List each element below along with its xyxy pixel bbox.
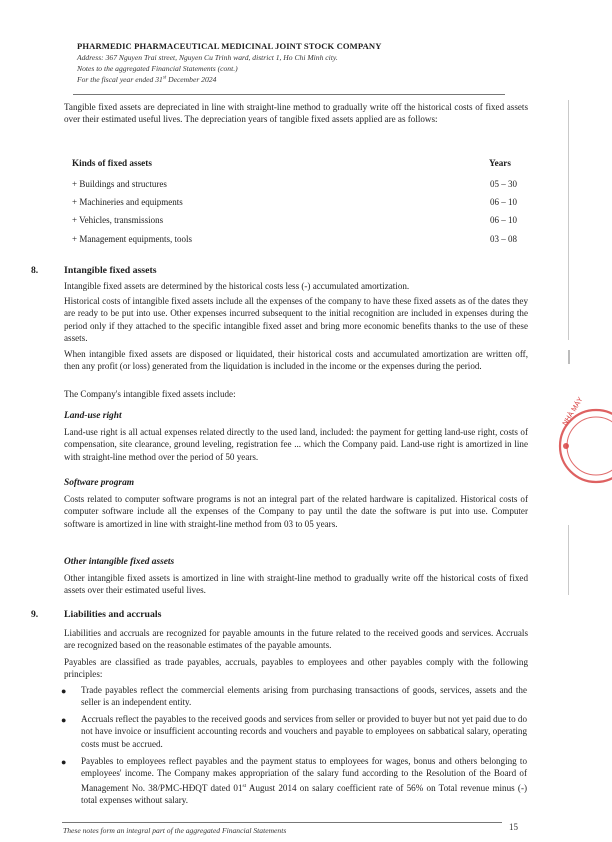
table-row-years: 03 – 08 xyxy=(490,234,517,244)
table-row-years: 06 – 10 xyxy=(490,197,517,207)
land-use-title: Land-use right xyxy=(64,411,122,421)
table-row-years: 05 – 30 xyxy=(490,179,517,189)
table-row-kind: + Management equipments, tools xyxy=(72,234,193,244)
bullet-dot-icon: ● xyxy=(61,757,67,767)
table-header-kind: Kinds of fixed assets xyxy=(72,158,152,168)
other-assets-paragraph: Other intangible fixed assets is amortized in line with straight-line method to gradually write off the historical costs of fixed assets over their estimated useful lives. xyxy=(64,573,528,596)
scan-edge-line xyxy=(568,525,569,595)
table-row-kind: + Vehicles, transmissions xyxy=(72,215,164,225)
bullet-item: Trade payables reflect the commercial elements arising from purchasing transactions of goods, services, assets and the seller is an independent entity. xyxy=(81,685,527,708)
software-title: Software program xyxy=(64,478,135,488)
page-number: 15 xyxy=(509,822,518,832)
bullet-item: Payables to employees reflect payables and the payment status to employees for wages, bonus and others belonging to employees' income. The Company makes appropriation of the salary fund according to the Resolution of the Board of Management No. 38/PMC-HĐQT dated 01st August 2014 on salary coefficient rate of 56% on Total revenue minus (-) total expenses without salary. xyxy=(81,756,527,806)
company-stamp-icon xyxy=(552,396,602,488)
notes-subtitle: Notes to the aggregated Financial Statements (cont.) xyxy=(77,64,238,73)
scan-edge-line xyxy=(568,350,570,364)
section-8-title: Intangible fixed assets xyxy=(64,265,157,276)
table-row-years: 06 – 10 xyxy=(490,215,517,225)
section-8-paragraph: Historical costs of intangible fixed assets include all the expenses of the company to have these fixed assets as of the dates they are ready to be put into use. Other expenses incurred subsequent to the initial recognition are included in expenses during the period only if they attached to the specific intangible fixed asset and bring more economic benefits thanks to the use of these assets. xyxy=(64,296,528,344)
table-header-years: Years xyxy=(489,158,511,168)
stamp-text: NHÀ MÁY xyxy=(561,396,585,428)
bullet-item: Accruals reflect the payables to the received goods and services from seller or provided to buyer but not yet paid due to do not have invoice or insufficient accounting records and vouchers and payable to employees on sabbatical salary, operating costs must be accrued. xyxy=(81,714,527,749)
footer-divider xyxy=(62,822,502,823)
bullet-dot-icon: ● xyxy=(61,715,67,725)
bullet-dot-icon: ● xyxy=(61,686,67,696)
table-row-kind: + Machineries and equipments xyxy=(72,197,183,207)
section-9-paragraph: Liabilities and accruals are recognized for payable amounts in the future related to the received goods and services. Accruals are recognized based on the reasonable estimates of the payable amounts. xyxy=(64,628,528,651)
other-assets-title: Other intangible fixed assets xyxy=(64,557,175,567)
section-8-paragraph: Intangible fixed assets are determined by the historical costs less (-) accumulated amortization. xyxy=(64,281,410,291)
company-address: Address: 367 Nguyen Trai street, Nguyen Cu Trinh ward, district 1, Ho Chi Minh city. xyxy=(77,53,338,62)
section-8-paragraph: When intangible fixed assets are disposed or liquidated, their historical costs and accumulated amortization are written off, then any profit (or loss) generated from the liquidation is included in the income or the expenses during the period. xyxy=(64,349,528,372)
section-8-paragraph: The Company's intangible fixed assets include: xyxy=(64,389,236,399)
land-use-paragraph: Land-use right is all actual expenses related directly to the used land, included: the payment for getting land-use right, costs of compensation, site clearance, ground leveling, registration fee ... which the Company paid. Land-use right is amortized in line with straight-line method over the period of 50 years. xyxy=(64,427,528,462)
fiscal-period: For the fiscal year ended 31st December 2024 xyxy=(77,75,217,84)
company-name: PHARMEDIC PHARMACEUTICAL MEDICINAL JOINT STOCK COMPANY xyxy=(77,41,382,51)
depreciation-paragraph: Tangible fixed assets are depreciated in line with straight-line method to gradually write off the historical costs of fixed assets over their estimated useful lives. The depreciation years of tangible fixed assets applied are as follows: xyxy=(64,102,528,125)
scan-edge-line xyxy=(568,100,569,340)
footer-note: These notes form an integral part of the aggregated Financial Statements xyxy=(63,826,287,835)
software-paragraph: Costs related to computer software programs is not an integral part of the related hardware is capitalized. Historical costs of computer software include all the expenses of the Company to pay until the date the software is put into use. Computer software is amortized in line with straight-line method from 03 to 05 years. xyxy=(64,494,528,529)
section-8-number: 8. xyxy=(31,265,39,276)
section-9-title: Liabilities and accruals xyxy=(64,609,162,620)
section-9-number: 9. xyxy=(31,609,39,620)
table-row-kind: + Buildings and structures xyxy=(72,179,167,189)
header-divider xyxy=(73,94,505,95)
section-9-paragraph: Payables are classified as trade payables, accruals, payables to employees and other payables comply with the following principles: xyxy=(64,657,528,680)
